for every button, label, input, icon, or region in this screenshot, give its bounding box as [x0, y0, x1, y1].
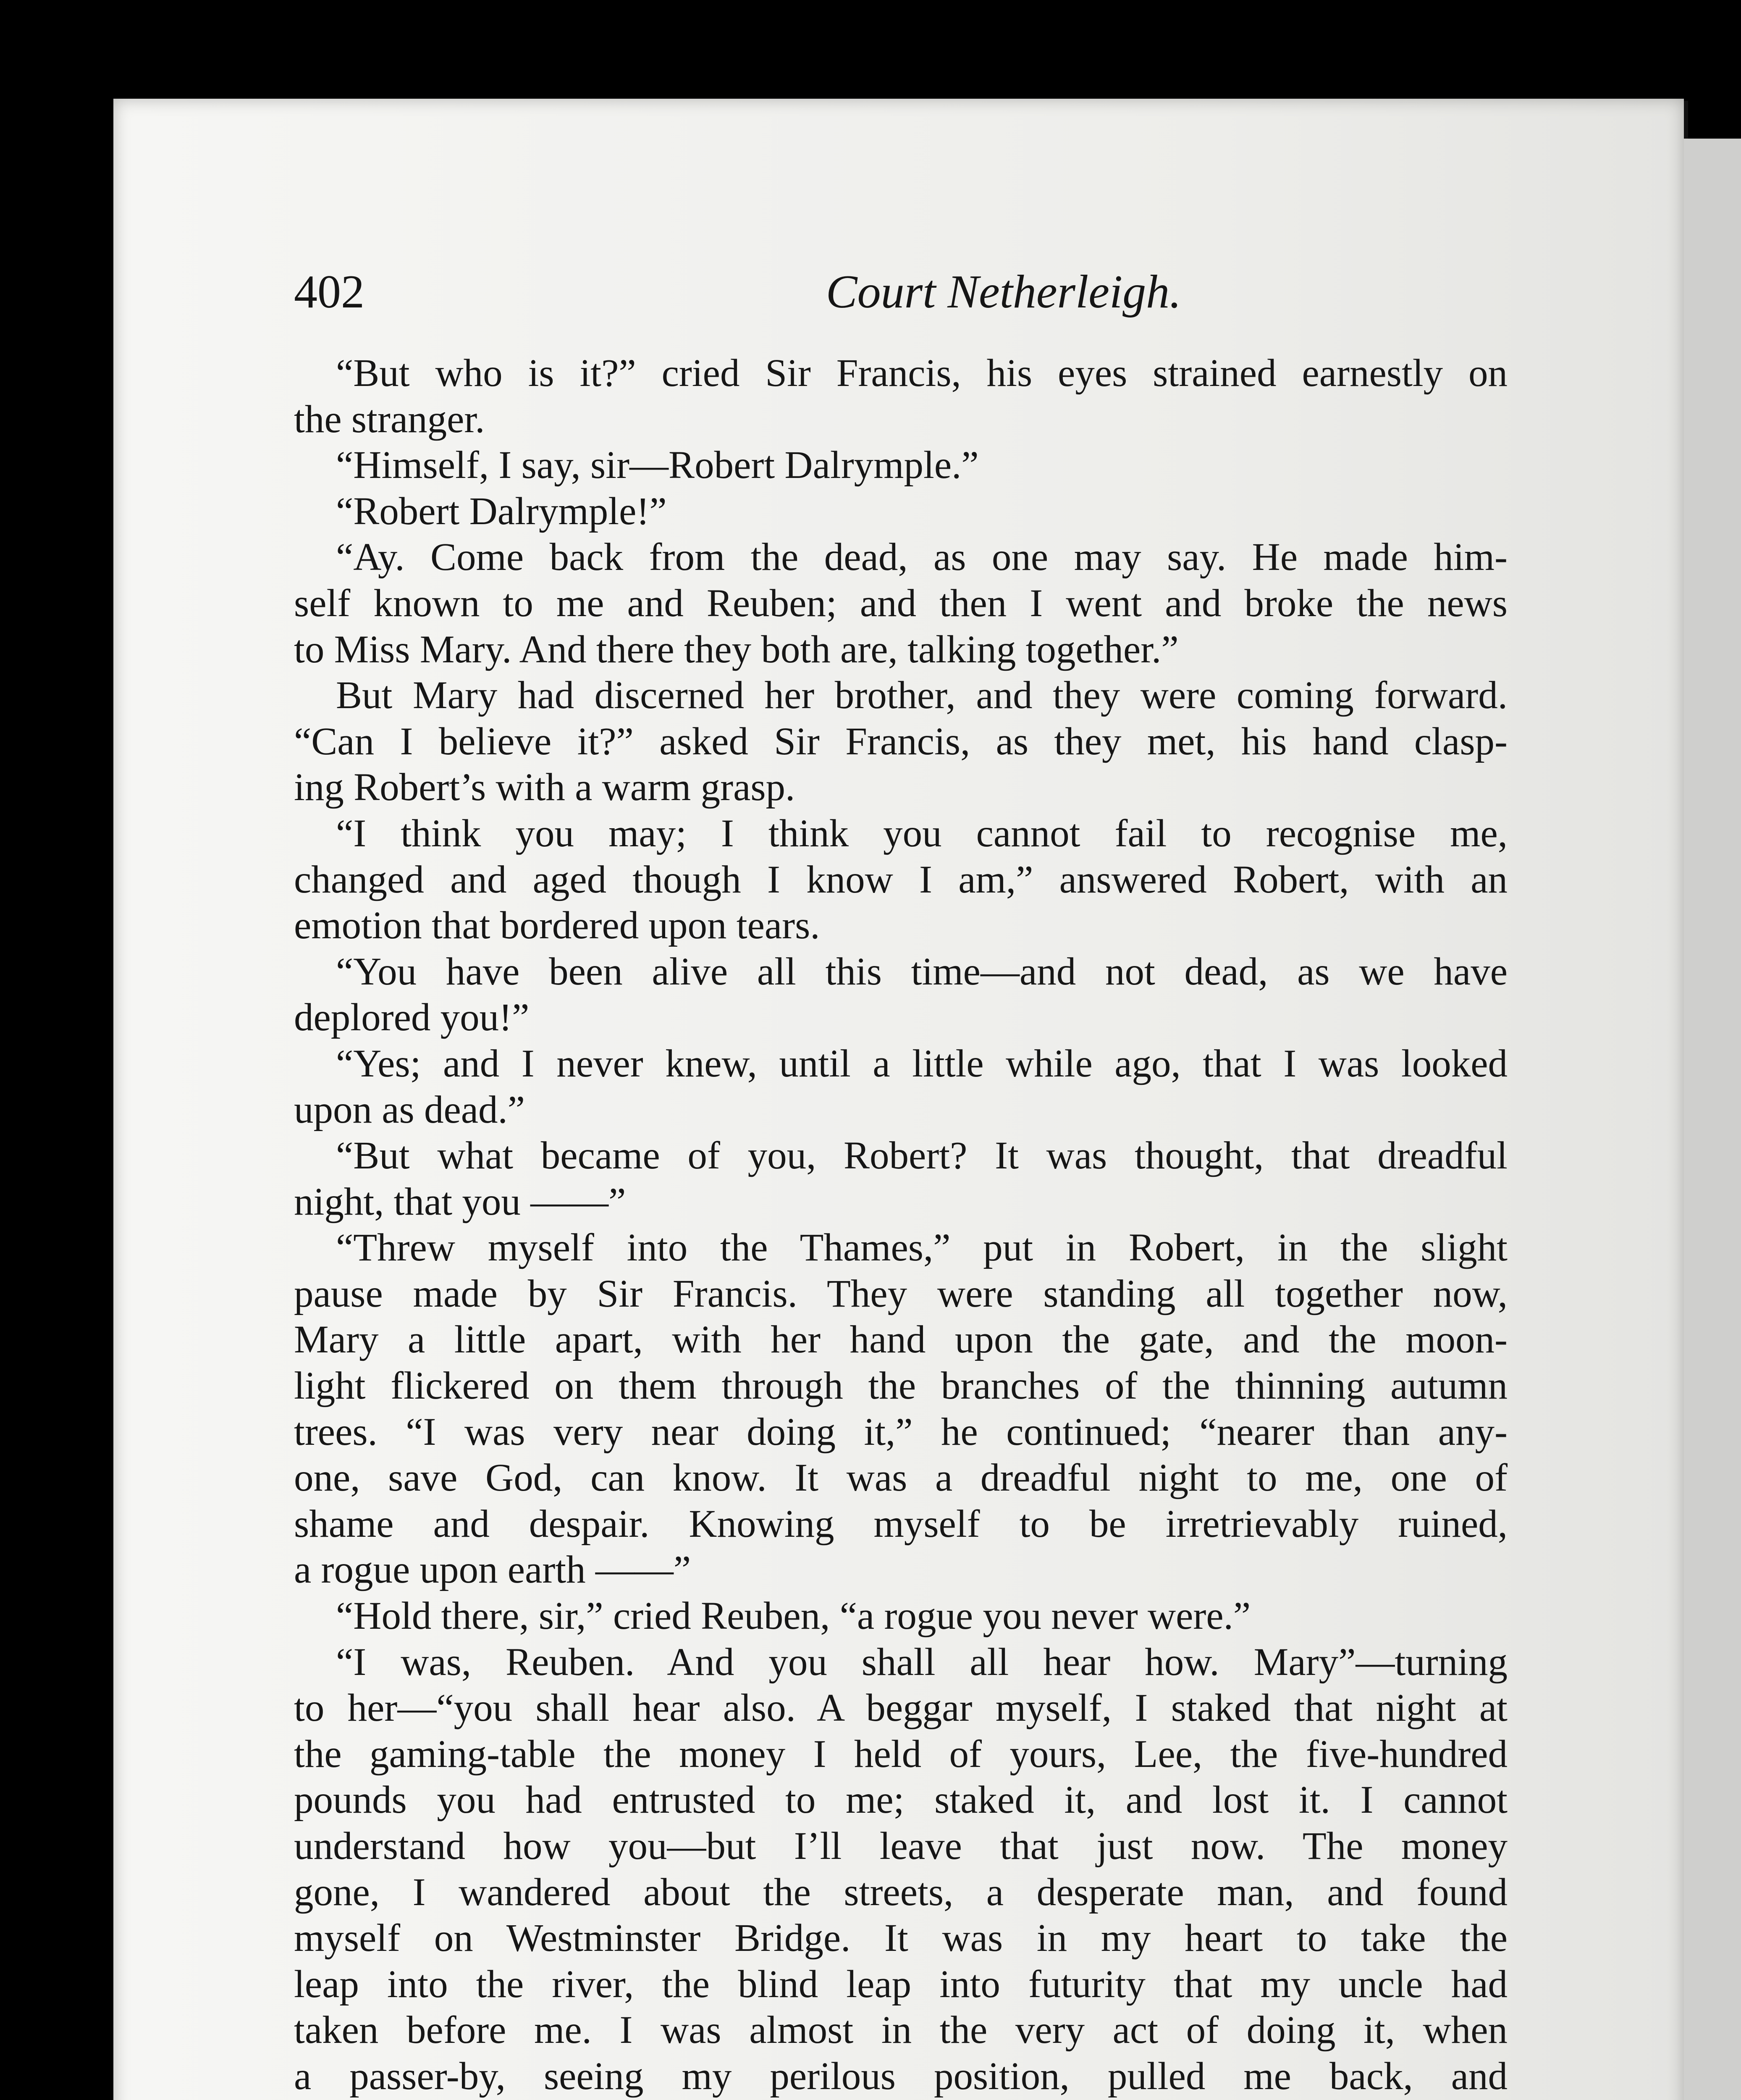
- running-title: Court Netherleigh.: [826, 266, 1182, 318]
- text-line: “But what became of you, Robert? It was thought, that dreadful: [336, 1134, 1508, 1178]
- text-line: “Can I believe it?” asked Sir Francis, as they met, his hand clasp-: [294, 719, 1508, 763]
- text-line: “Hold there, sir,” cried Reuben, “a rogue you never were.”: [336, 1594, 1251, 1638]
- text-line: “You have been alive all this time—and not dead, as we have: [336, 950, 1508, 993]
- page-number: 402: [294, 266, 364, 318]
- text-line: “Threw myself into the Thames,” put in Robert, in the slight: [336, 1226, 1508, 1270]
- page-header: [294, 260, 1638, 323]
- text-line: “Ay. Come back from the dead, as one may say. He made him-: [336, 536, 1508, 579]
- text-line: “Yes; and I never knew, until a little while ago, that I was looked: [336, 1042, 1508, 1085]
- next-page-edge: [1682, 139, 1741, 2100]
- text-line: night, that you ——”: [294, 1180, 626, 1223]
- text-line: Mary a little apart, with her hand upon the gate, and the moon-: [294, 1318, 1508, 1362]
- text-line: ing Robert’s with a warm grasp.: [294, 766, 795, 809]
- text-line: “Himself, I say, sir—Robert Dalrymple.”: [336, 444, 979, 487]
- text-line: upon as dead.”: [294, 1088, 525, 1131]
- text-line: to her—“you shall hear also. A beggar myself, I staked that night at: [294, 1686, 1508, 1730]
- text-line: “Robert Dalrymple!”: [336, 489, 667, 533]
- text-line: gone, I wandered about the streets, a desperate man, and found: [294, 1870, 1508, 1914]
- text-line: leap into the river, the blind leap into futurity that my uncle had: [294, 1962, 1508, 2006]
- text-line: the stranger.: [294, 397, 485, 441]
- text-line: pause made by Sir Francis. They were standing all together now,: [294, 1272, 1508, 1315]
- text-line: self known to me and Reuben; and then I went and broke the news: [294, 581, 1508, 625]
- text-line: pounds you had entrusted to me; staked it, and lost it. I cannot: [294, 1778, 1508, 1822]
- text-line: trees. “I was very near doing it,” he continued; “nearer than any-: [294, 1410, 1508, 1454]
- text-line: But Mary had discerned her brother, and they were coming forward.: [336, 674, 1508, 717]
- text-line: myself on Westminster Bridge. It was in my heart to take the: [294, 1916, 1508, 1960]
- text-line: to Miss Mary. And there they both are, talking together.”: [294, 627, 1179, 671]
- text-line: emotion that bordered upon tears.: [294, 904, 820, 948]
- body-text: [294, 350, 1508, 2100]
- text-line: a passer-by, seeing my perilous position, pulled me back, and: [294, 2054, 1508, 2098]
- text-line: “I think you may; I think you cannot fail to recognise me,: [336, 811, 1508, 855]
- text-line: understand how you—but I’ll leave that just now. The money: [294, 1824, 1508, 1868]
- text-line: deplored you!”: [294, 996, 530, 1040]
- text-line: one, save God, can know. It was a dreadful night to me, one of: [294, 1456, 1508, 1500]
- text-line: “I was, Reuben. And you shall all hear how. Mary”—turning: [336, 1640, 1508, 1684]
- text-line: a rogue upon earth ——”: [294, 1548, 691, 1592]
- text-line: taken before me. I was almost in the very act of doing it, when: [294, 2008, 1508, 2052]
- text-line: light flickered on them through the branches of the thinning autumn: [294, 1364, 1508, 1408]
- text-line: “But who is it?” cried Sir Francis, his eyes strained earnestly on: [336, 352, 1508, 395]
- text-line: changed and aged though I know I am,” answered Robert, with an: [294, 858, 1508, 901]
- text-line: shame and despair. Knowing myself to be irretrievably ruined,: [294, 1502, 1508, 1546]
- text-line: the gaming-table the money I held of yours, Lee, the five-hundred: [294, 1732, 1508, 1776]
